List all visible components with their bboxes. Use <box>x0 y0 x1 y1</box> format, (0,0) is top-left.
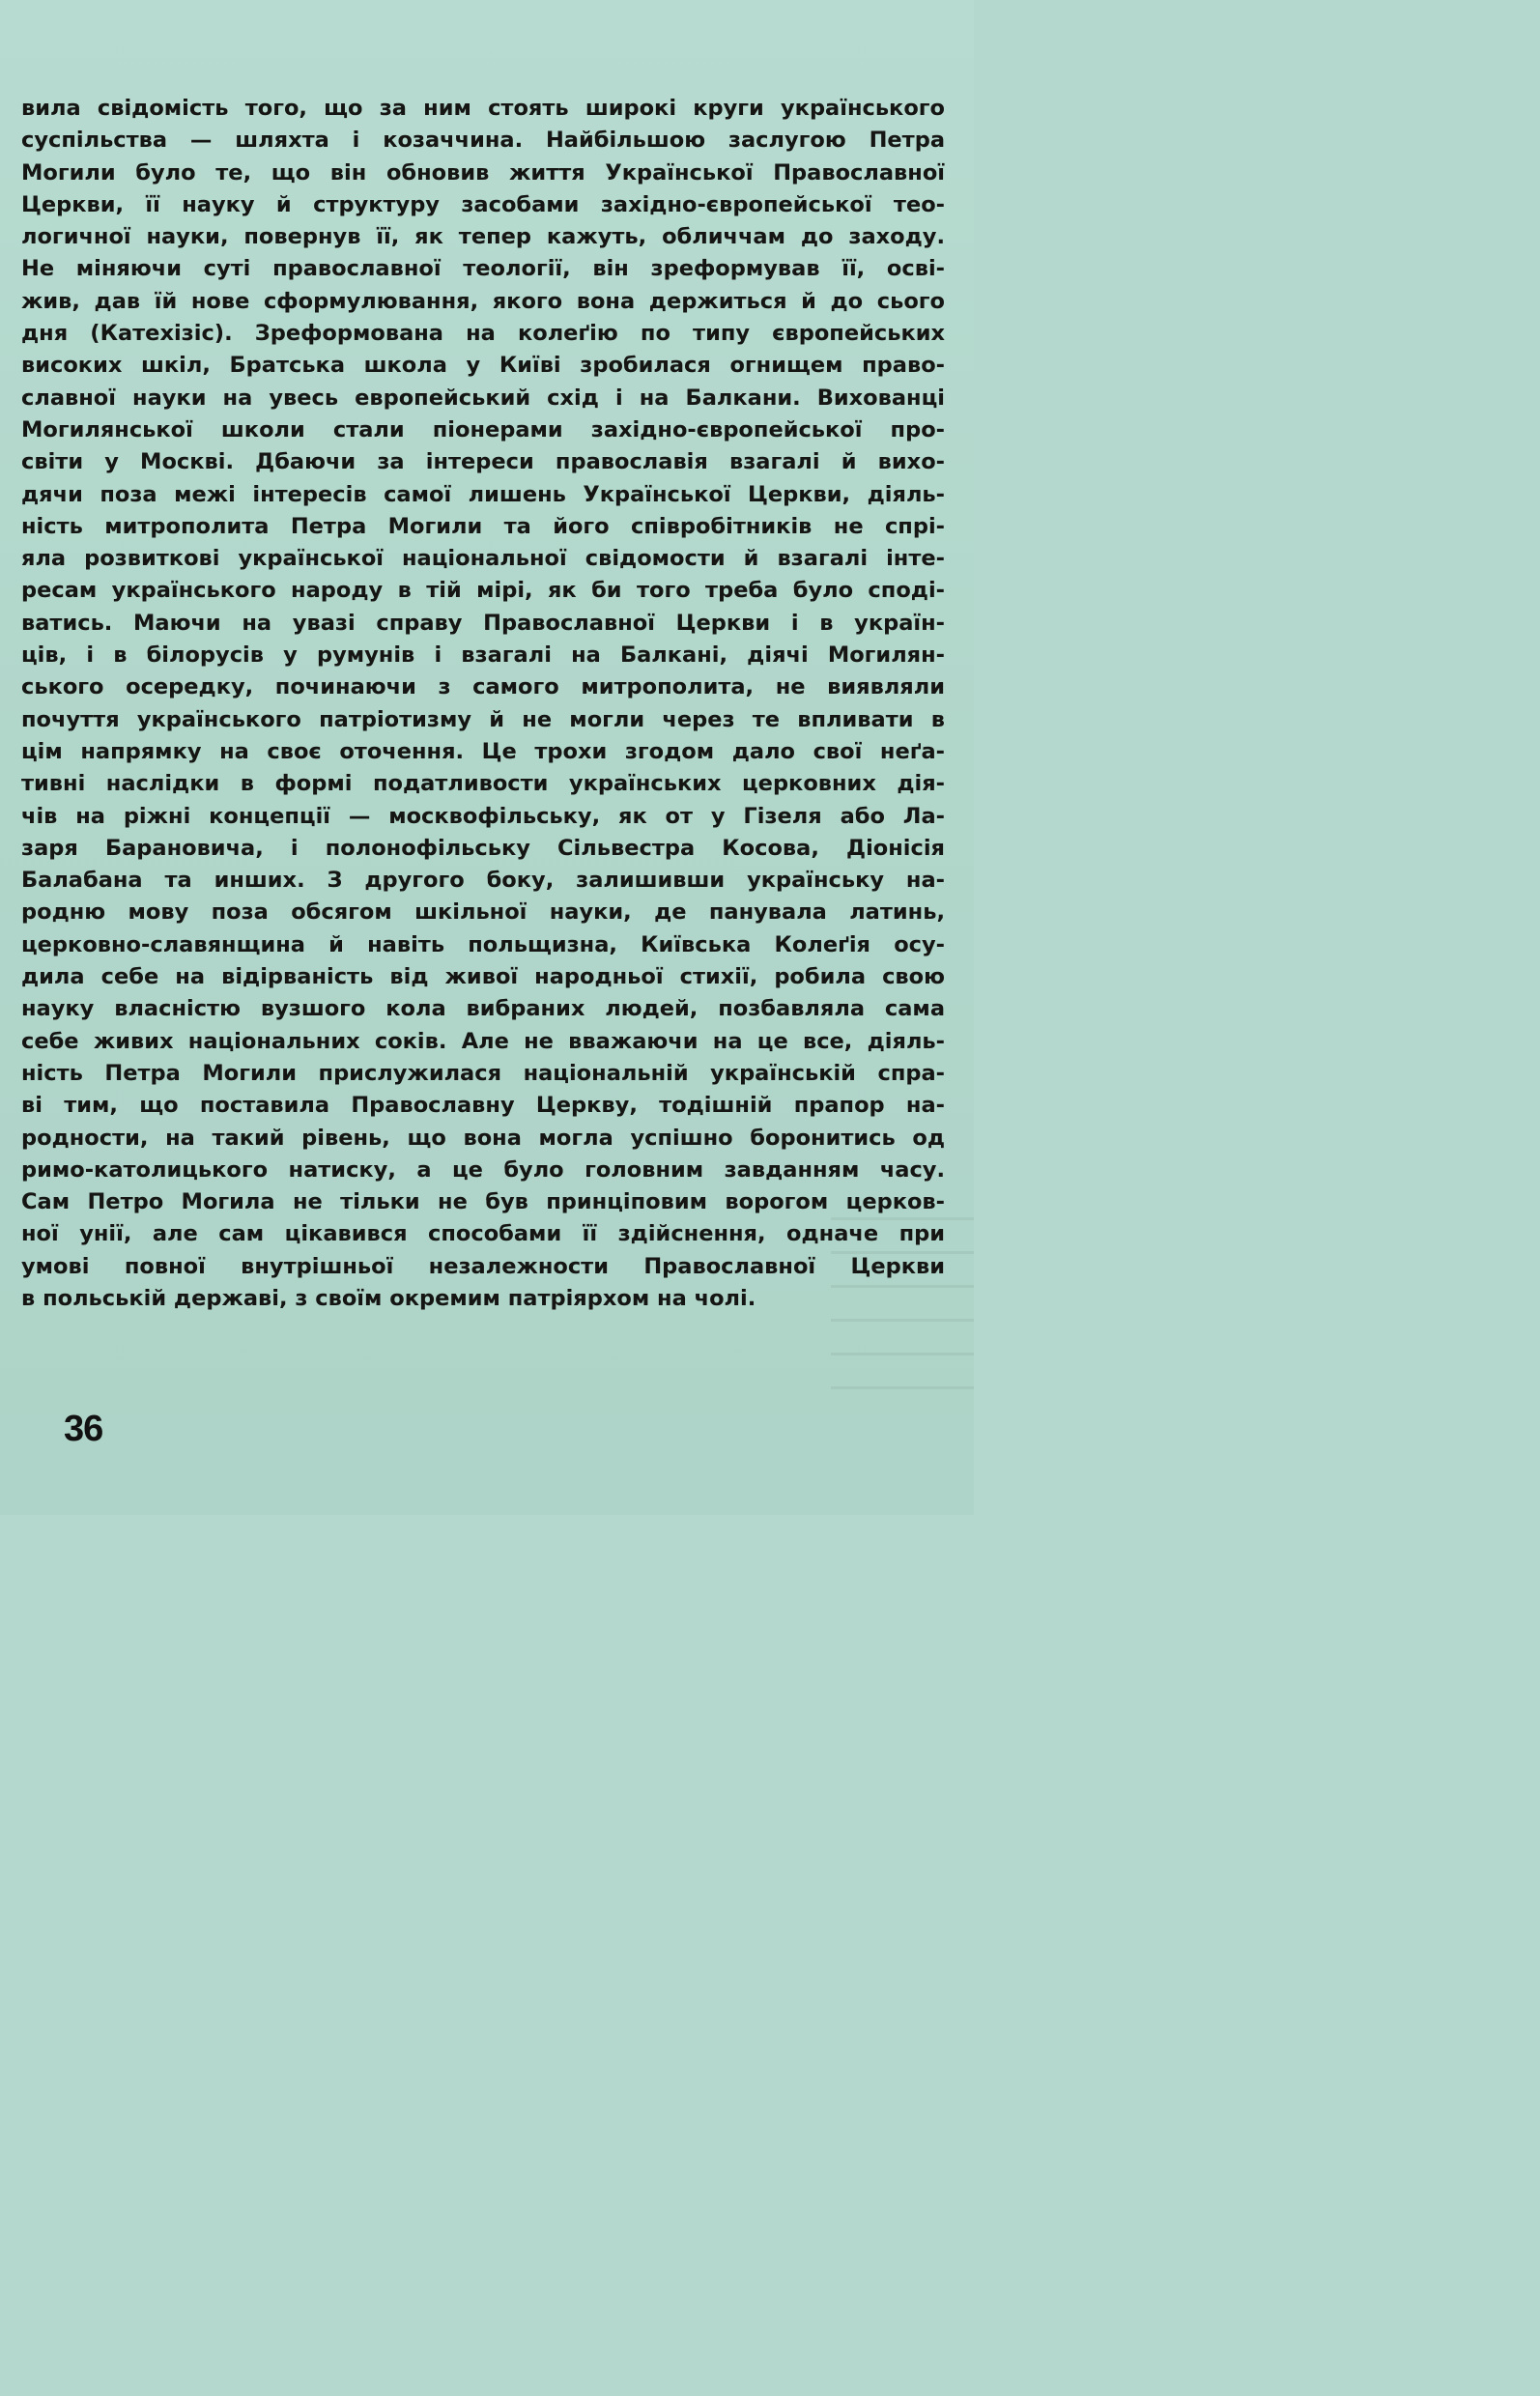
text-line: тивні наслідки в формі податливости українських церковних дія- <box>21 771 945 797</box>
text-line: чів на ріжні концепції — москвофільську, як от у Гізеля або Ла- <box>21 803 945 829</box>
page-number: 36 <box>64 1409 103 1449</box>
text-line: Балабана та инших. З другого боку, залишивши українську на- <box>21 868 945 894</box>
text-line: заря Барановича, і полонофільську Сільвестра Косова, Діонісія <box>21 835 945 861</box>
text-line: ського осередку, починаючи з самого митрополита, не виявляли <box>21 674 945 700</box>
text-line: себе живих національних соків. Але не вважаючи на це все, діяль- <box>21 1028 945 1054</box>
text-line: Могилянської школи стали піонерами західно-європейської про- <box>21 416 945 442</box>
text-line: умові повної внутрішньої незалежности Православної Церкви <box>21 1253 945 1279</box>
text-line: ність Петра Могили прислужилася національній українській спра- <box>21 1060 945 1086</box>
text-line: ві тим, що поставила Православну Церкву, тодішній прапор на- <box>21 1093 945 1119</box>
text-line: Церкви, її науку й структуру засобами західно-європейської тео- <box>21 191 945 217</box>
text-line: ресам українського народу в тій мірі, як би того треба було споді- <box>21 578 945 604</box>
text-line: церковно-славянщина й навіть польщизна, Київська Колеґія осу- <box>21 931 945 957</box>
text-line: цім напрямку на своє оточення. Це трохи згодом дало свої неґа- <box>21 738 945 764</box>
text-line: світи у Москві. Дбаючи за інтереси православія взагалі й вихо- <box>21 449 945 475</box>
text-line: ців, і в білорусів у румунів і взагалі на Балкані, діячі Могилян- <box>21 642 945 669</box>
text-line: жив, дав їй нове сформулювання, якого вона держиться й до сього <box>21 288 945 314</box>
text-line: яла розвиткові української національної свідомости й взагалі інте- <box>21 546 945 572</box>
text-line: Не міняючи суті православної теології, він зреформував її, осві- <box>21 256 945 282</box>
text-line: Сам Петро Могила не тільки не був принціповим ворогом церков- <box>21 1189 945 1215</box>
text-line: дня (Катехізіс). Зреформована на колеґію по типу європейських <box>21 321 945 347</box>
text-line: дила себе на відірваність від живої народньої стихії, робила свою <box>21 964 945 990</box>
text-line: славної науки на увесь европейський схід і на Балкани. Вихованці <box>21 385 945 411</box>
text-line: в польській державі, з своїм окремим патріярхом на чолі. <box>21 1285 756 1311</box>
text-line: родню мову поза обсягом шкільної науки, де панувала латинь, <box>21 899 945 926</box>
body-text <box>21 93 945 1315</box>
text-line: родности, на такий рівень, що вона могла успішно боронитись од <box>21 1125 945 1151</box>
text-line: науку власністю вузшого кола вибраних людей, позбавляла сама <box>21 996 945 1022</box>
text-line: логичної науки, повернув її, як тепер кажуть, обличчам до заходу. <box>21 224 945 250</box>
text-line: римо-католицького натиску, а це було головним завданням часу. <box>21 1156 945 1183</box>
text-line: почуття українського патріотизму й не могли через те впливати в <box>21 706 945 732</box>
text-line: Могили було те, що він обновив життя Української Православної <box>21 159 945 185</box>
text-line: ної унії, але сам цікавився способами її здійснення, одначе при <box>21 1221 945 1247</box>
book-page <box>0 0 974 1515</box>
text-line: високих шкіл, Братська школа у Київі зробилася огнищем право- <box>21 353 945 379</box>
text-line: суспільства — шляхта і козаччина. Найбільшою заслугою Петра <box>21 128 945 154</box>
text-line: ватись. Маючи на увазі справу Православної Церкви і в україн- <box>21 610 945 636</box>
text-line: дячи поза межі інтересів самої лишень Української Церкви, діяль- <box>21 481 945 507</box>
text-line: ність митрополита Петра Могили та його співробітників не спрі- <box>21 513 945 539</box>
text-line: вила свідомість того, що за ним стоять широкі круги українського <box>21 96 945 121</box>
